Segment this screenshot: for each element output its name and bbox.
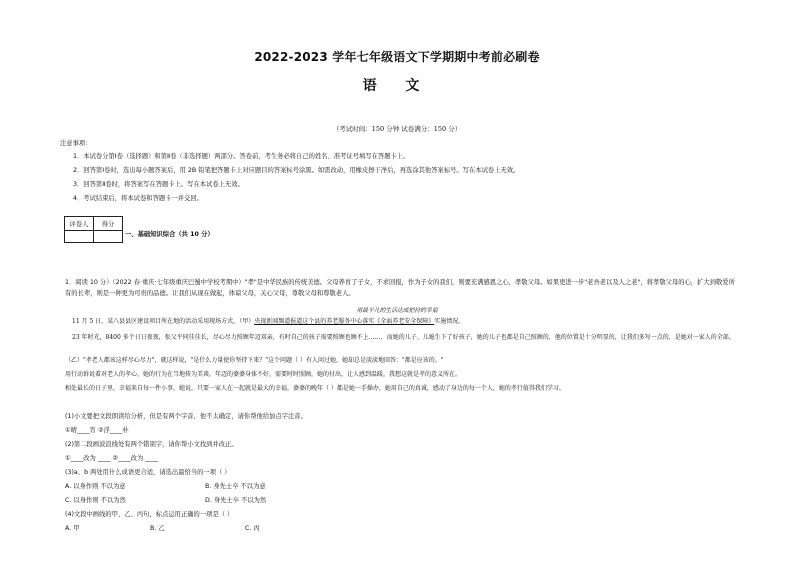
underlined-sentence: 央视新闻频道报道这个县的养老服务中心落实 xyxy=(254,318,375,325)
subquestion-2-blanks: ①____改为 ____ ②____改为 ____ xyxy=(65,455,158,462)
score-box-blank xyxy=(65,231,94,243)
note-item: 2．回答第Ⅰ卷时，选出每小题答案后，用 2B 铅笔把答题卡上对应题目的答案标号涂黑。如需改动，用橡皮擦干净后，再选涂其他答案标号。写在本试卷上无效。 xyxy=(73,167,520,174)
exam-info: （考试时间：150 分钟 试卷满分：150 分） xyxy=(332,125,462,133)
subquestion-4: (4)文段中画线的甲、乙、丙句，标点运用正确的一项是（ ） xyxy=(65,511,234,518)
option-D: D. 身先士卒 不以为然 xyxy=(205,497,267,504)
subquestion-1-blanks: ①晴____宵 ②浮____朴 xyxy=(65,427,129,434)
subquestion-3: (3)a、b 两处用什么成语更合适，请选出最恰当的一项（ ） xyxy=(65,469,231,476)
score-box-label-score: 得分 xyxy=(94,217,123,231)
score-box-blank xyxy=(94,231,123,243)
passage-text: 11 月 5 日，某八县县区建设项目所在地的活动采用现场方式， xyxy=(72,318,240,325)
passage-paragraph-4: 用行动诉说着对老人的孝心，她的行为在当地传为美谈。年迈的婆婆身体不好，需要时时照顾，她的付出，让人感到温暖，我想这就是孝的意义所在。 xyxy=(65,371,462,378)
note-item: 3．回答第Ⅱ卷时，将答案写在答题卡上。写在本试卷上无效。 xyxy=(73,181,244,188)
option-A: A. 甲 xyxy=(65,525,80,532)
option-C: C. 丙 xyxy=(245,525,260,532)
notes-heading: 注意事项： xyxy=(60,140,92,147)
passage-paragraph-3: （乙）"孝老人都该这样尽心尽力"，就这样说，"是什么力量使你坚持下来？"这个问题（ ）有人问过她，她却总是淡淡地回答："都是应该的。" xyxy=(65,357,444,364)
score-box xyxy=(64,216,123,243)
question-stem: 1．阅读 10 分）（2022 春·重庆·七年级重庆巴蜀中学校考期中）"孝"是中华民族的传统美德。父母养育了子女，不求回报，作为子女的我们，则要充满感恩之心，孝敬父母。如果更进一步"老吾老以及人之老"，将孝敬父母的心，扩大到敬爱所有的长辈，则是一种更为可贵的品德。让我们从现在做起，体谅父母，关心父母，尊敬父母和尊敬老人。 xyxy=(65,279,735,297)
passage-paragraph-2: 23 年时光，8400 多个日日夜夜，张父平同佳佳长，尽心尽力照顾年迈双亲，有时自己的孩子需要照顾也顾不上……，而她的儿子、儿媳生下了好孩子，她的儿子也都是自己照顾的，他的位置是十分明显的，让我们多写一点的，是她对一家人的全部。 xyxy=(72,334,735,341)
document-title: 2022-2023 学年七年级语文下学期期中考前必刷卷 xyxy=(254,50,540,64)
subquestion-1: (1)小文要把文段朗读给分析，但是有两个字音，他不太确定，请你帮他给加点字注音。 xyxy=(65,413,307,420)
option-B: B. 乙 xyxy=(150,525,165,532)
passage-paragraph-5: 相处最长的日子里，幸福来自每一件小事，她说，只要一家人在一起就是最大的幸福，婆婆的晚年（ ）都是她一手操办，她用自己的真诚，感动了身边的每一个人，她的孝行值得我们学习。 xyxy=(65,385,565,392)
option-C: C. 以身作则 不以为然 xyxy=(65,497,126,504)
option-B: B. 身先士卒 不以为意 xyxy=(205,483,266,490)
passage-title: 用最平凡的生活达成把持的幸福 xyxy=(356,308,438,314)
subquestion-2: (2)第二段画波浪线处有两个错别字，请你帮小文找到并改正。 xyxy=(65,441,238,448)
note-item: 4．考试结束后，将本试卷和答题卡一并交回。 xyxy=(73,195,203,202)
subject-heading: 语 文 xyxy=(362,78,432,94)
passage-paragraph-1 xyxy=(72,318,464,326)
underlined-title: 《全面养老安全保障》 xyxy=(374,318,435,325)
section-title: 一、基础知识综合（共 10 分） xyxy=(125,231,214,238)
sentence-marker: （甲） xyxy=(239,318,255,325)
passage-text: 实施情况。 xyxy=(434,318,465,325)
option-A: A. 以身作则 不以为意 xyxy=(65,483,126,490)
note-item: 1．本试卷分第Ⅰ卷（选择题）和第Ⅱ卷（非选择题）两部分。答卷前，考生务必将自己的姓名、准考证号填写在答题卡上。 xyxy=(73,153,410,160)
score-box-label-grader: 评卷人 xyxy=(65,217,94,231)
